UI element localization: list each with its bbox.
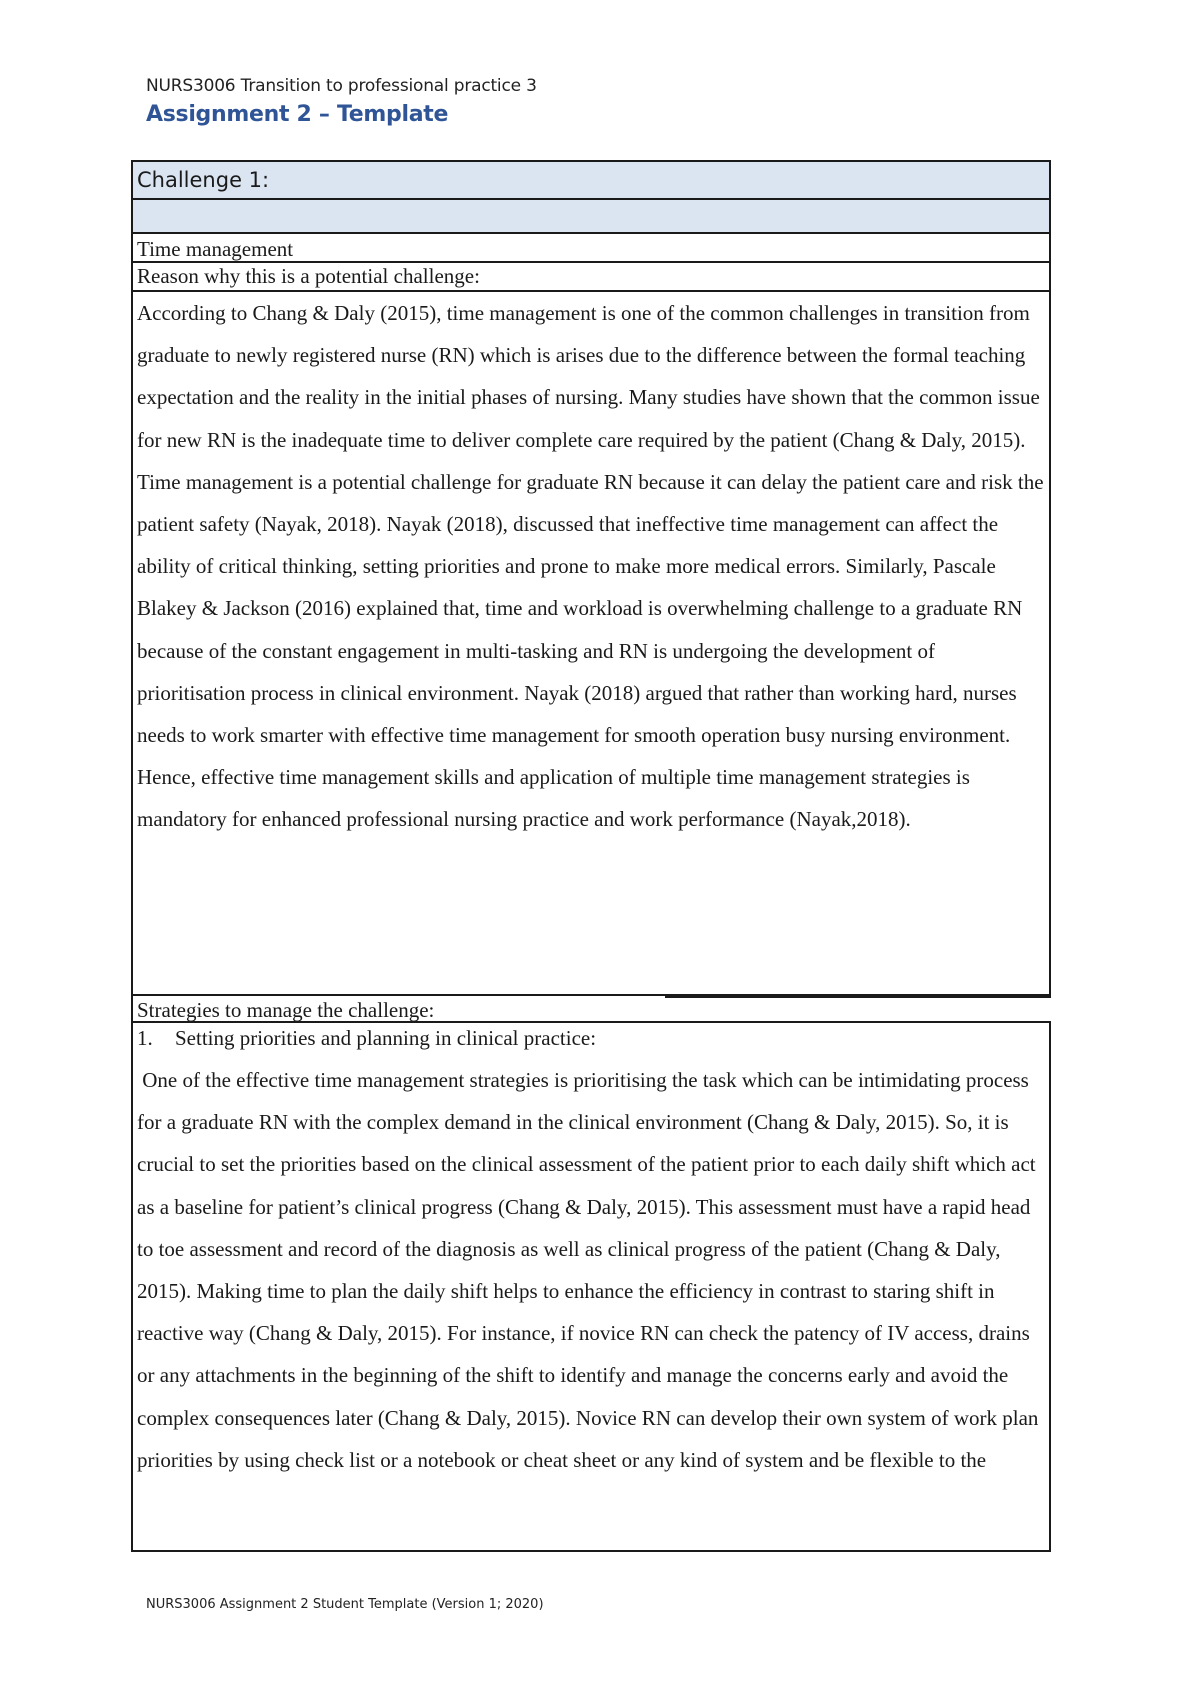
reason-label: Reason why this is a potential challenge: [131,261,1051,290]
course-title: NURS3006 Transition to professional practice 3 [146,76,537,96]
divider [665,996,1051,998]
challenge-topic: Time management [131,232,1051,261]
challenge-heading: Challenge 1: [131,160,1051,198]
reason-text: According to Chang & Daly (2015), time management is one of the common challenges in transition from graduate to newly registered nurse (RN) which is arises due to the difference between the formal teaching expectation and the reality in the initial phases of nursing. Many studies have shown that the common issue for new RN is the inadequate time to deliver complete care required by the patient (Chang & Daly, 2015). Time management is a potential challenge for graduate RN because it can delay the patient care and risk the patient safety (Nayak, 2018). Nayak (2018), discussed that ineffective time management can affect the ability of critical thinking, setting priorities and prone to make more medical errors. Similarly, Pascale Blakey & Jackson (2016) explained that, time and workload is overwhelming challenge to a graduate RN because of the constant engagement in multi-tasking and RN is undergoing the development of prioritisation process in clinical environment. Nayak (2018) argued that rather than working hard, nurses needs to work smarter with effective time management for smooth operation busy nursing environment. Hence, effective time management skills and application of multiple time management strategies is mandatory for enhanced professional nursing practice and work performance (Nayak,2018). [131,290,1051,994]
strategies-label: Strategies to manage the challenge: [137,998,435,1022]
strategy-1-number: 1. [137,1026,153,1050]
challenge-table [131,160,1051,1552]
strategies-label-row [131,994,1051,1021]
page-footer: NURS3006 Assignment 2 Student Template (Version 1; 2020) [146,1597,544,1612]
challenge-name-field[interactable] [131,198,1051,232]
strategy-section [131,1021,1051,1552]
strategy-1-heading-line [137,1023,1045,1053]
document-title: Assignment 2 – Template [146,102,449,127]
strategy-1-heading: Setting priorities and planning in clinical practice: [175,1026,597,1050]
strategy-1-text [137,1059,1045,1481]
strategy-1-paragraph: One of the effective time management strategies is prioritising the task which can be intimidating process for a graduate RN with the complex demand in the clinical environment (Chang & Daly, 2015). So, it is crucial to set the priorities based on the clinical assessment of the patient prior to each daily shift which act as a baseline for patient’s clinical progress (Chang & Daly, 2015). This assessment must have a rapid head to toe assessment and record of the diagnosis as well as clinical progress of the patient (Chang & Daly, 2015). Making time to plan the daily shift helps to enhance the efficiency in contrast to staring shift in reactive way (Chang & Daly, 2015). For instance, if novice RN can check the patency of IV access, drains or any attachments in the beginning of the shift to identify and manage the concerns early and avoid the complex consequences later (Chang & Daly, 2015). Novice RN can develop their own system of work plan priorities by using check list or a notebook or cheat sheet or any kind of system and be flexible to the [137,1068,1039,1472]
